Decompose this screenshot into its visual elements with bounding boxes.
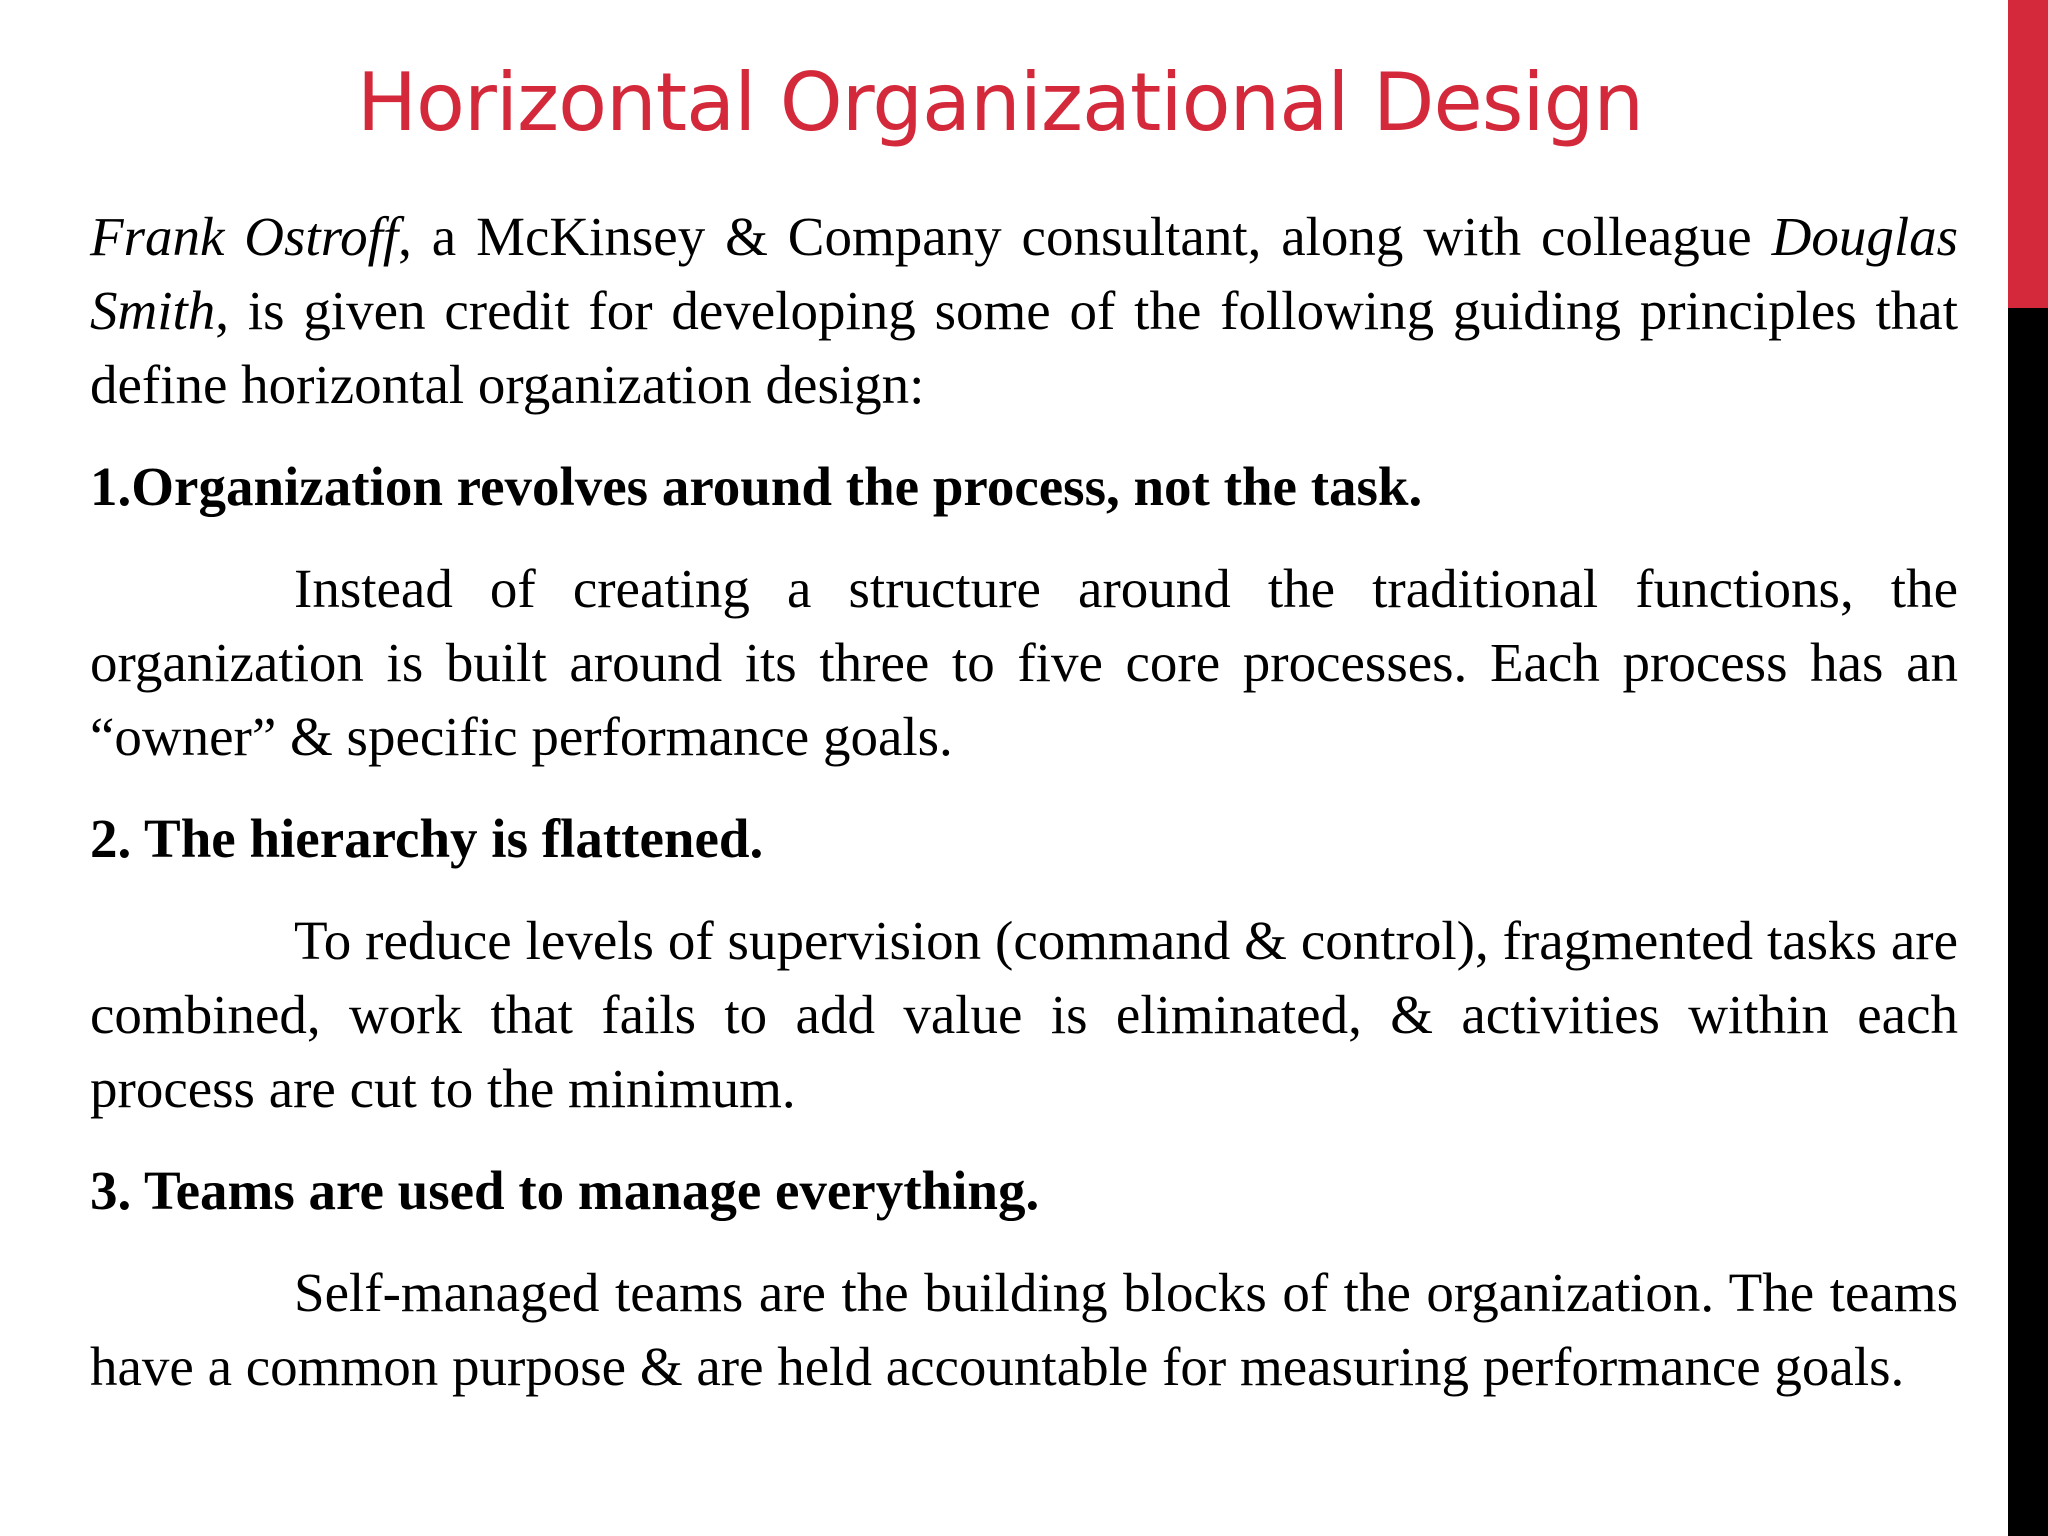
principle-3-heading: 3. Teams are used to manage everything. — [90, 1160, 1040, 1221]
principle-2-body: To reduce levels of supervision (command & control), fragmented tasks are combined, work that fails to add value is eliminated, & activities within each process are cut to the minimum. — [90, 910, 1958, 1119]
side-accent-bar-red — [2008, 0, 2048, 308]
intro-text-1: , a McKinsey & Company consultant, along with colleague — [398, 206, 1772, 267]
side-accent-bar-black — [2008, 308, 2048, 1536]
side-accent-bar — [2008, 0, 2048, 1536]
principle-1-heading: 1.Organization revolves around the process, not the task. — [90, 456, 1423, 517]
principle-2-heading: 2. The hierarchy is flattened. — [90, 808, 764, 869]
slide-body — [90, 200, 1958, 1432]
principle-1-body: Instead of creating a structure around the traditional functions, the organization is built around its three to five core processes. Each process has an “owner” & specific performance goals. — [90, 558, 1958, 767]
intro-name-smith: Douglas Smith — [90, 206, 1958, 341]
principle-3-body: Self-managed teams are the building blocks of the organization. The teams have a common purpose & are held accountable for measuring performance goals. — [90, 1262, 1958, 1397]
intro-paragraph — [90, 200, 1958, 422]
slide-title: Horizontal Organizational Design — [356, 56, 1644, 149]
intro-name-ostroff: Frank Ostroff — [90, 206, 399, 267]
intro-text-2: , is given credit for developing some of the following guiding principles that define horizontal organization design: — [90, 280, 1958, 415]
